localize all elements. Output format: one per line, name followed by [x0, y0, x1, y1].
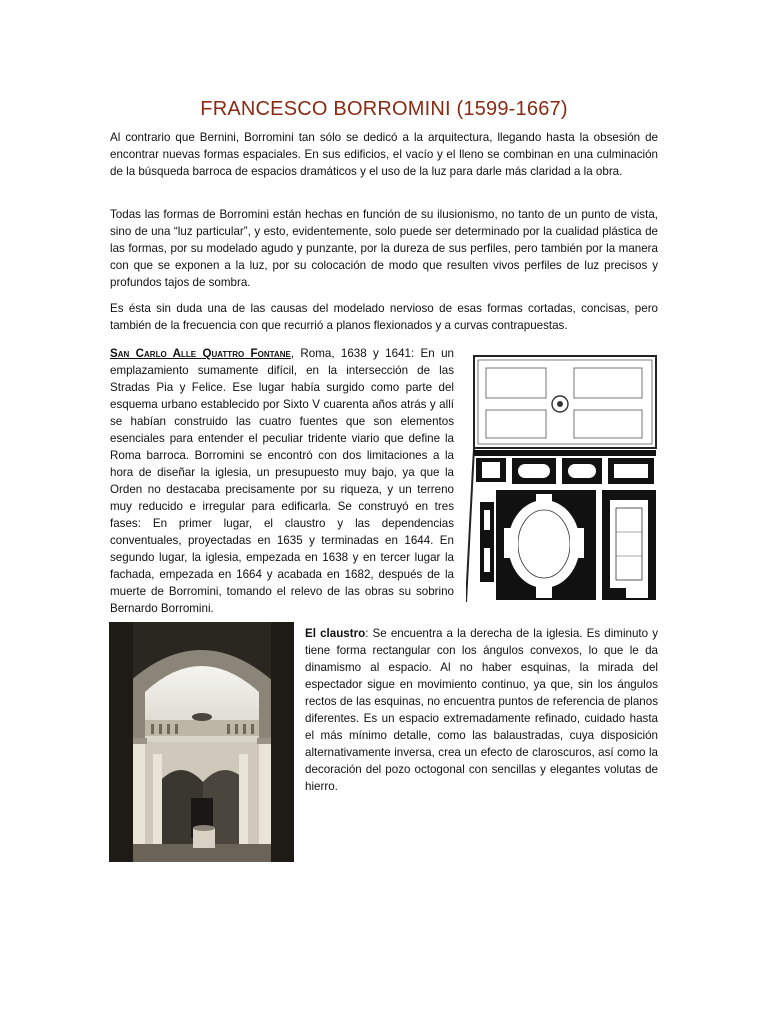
floor-plan-image — [466, 352, 662, 602]
san-carlo-heading-suffix: , Roma, 1638 y 1641: — [290, 347, 415, 360]
san-carlo-body: En un emplazamiento sumamente difícil, en la intersección de las Stradas Pia y Felice. Ese lugar había surgido como parte del esquema urbano establecido por Sixto V cuarenta años atrás y allí se habían construido las cuatro fuentes que son elementos esenciales para entender el peculiar tridente viario que define la Roma barroca. Borromini se encontró con dos limitaciones a la hora de diseñar la iglesia, un presupuesto muy bajo, ya que la Orden no destacaba precisamente por su riqueza, y un terreno muy reducido e irregular para edificarla. Se construyó en tres fases: En primer lugar, el claustro y las dependencias conventuales, proyectadas en 1635 y terminadas en 1644. En segundo lugar, la iglesia, empezada en 1638 y en tercer lugar la fachada, empezada en 1664 y acabada en 1682, después de la muerte de Borromini, tomando el relevo de las obras su sobrino Bernardo Borromini. — [110, 347, 454, 615]
illusionism-paragraph: Todas las formas de Borromini están hechas en función de su ilusionismo, no tanto de un punto de vista, sino de una “luz particular”, y esto, evidentemente, solo puede ser determinado por la cualidad plástica de las formas, por su modelado agudo y punzante, por la dureza de sus perfiles, pero también por la manera con que se exponen a la luz, por su colocación de modo que resulten vivos perfiles de luz precisos y profundos tajos de sombra. — [110, 208, 658, 289]
san-carlo-heading: San Carlo Alle Quattro Fontane — [110, 347, 291, 360]
intro-paragraph: Al contrario que Bernini, Borromini tan sólo se dedicó a la arquitectura, llegando hasta la obsesión de encontrar nuevas formas espaciales. En sus edificios, el vacío y el lleno se combinan en una culminación de la búsqueda barroca de espacios dramáticos y el uso de la luz para darle más claridad a la obra. — [110, 131, 658, 178]
modeling-paragraph: Es ésta sin duda una de las causas del modelado nervioso de esas formas cortadas, concisas, pero también de la frecuencia con que recurrió a planos flexionados y a curvas contrapuestas. — [110, 302, 658, 332]
claustro-label: El claustro — [305, 627, 366, 640]
claustro-body: : Se encuentra a la derecha de la iglesia. Es diminuto y tiene forma rectangular con los ángulos convexos, lo que le da dinamismo al espacio. Al no haber esquinas, la mirada del espectador sigue en movimiento continuo, ya que, sin los ángulos rectos de las esquinas, no encuentra puntos de referencia de planos diferentes. Es un espacio extremadamente refinado, cuidado hasta el más mínimo detalle, como las balaustradas, cuya disposición alternativamente inversa, crea un efecto de claroscuros, así como la decoración del pozo octogonal con sencillas y elegantes volutas de hierro. — [305, 627, 658, 793]
cloister-photo — [109, 622, 294, 862]
claustro-section — [305, 625, 658, 795]
page-title: FRANCESCO BORROMINI (1599-1667) — [200, 98, 568, 120]
san-carlo-section — [110, 345, 454, 617]
